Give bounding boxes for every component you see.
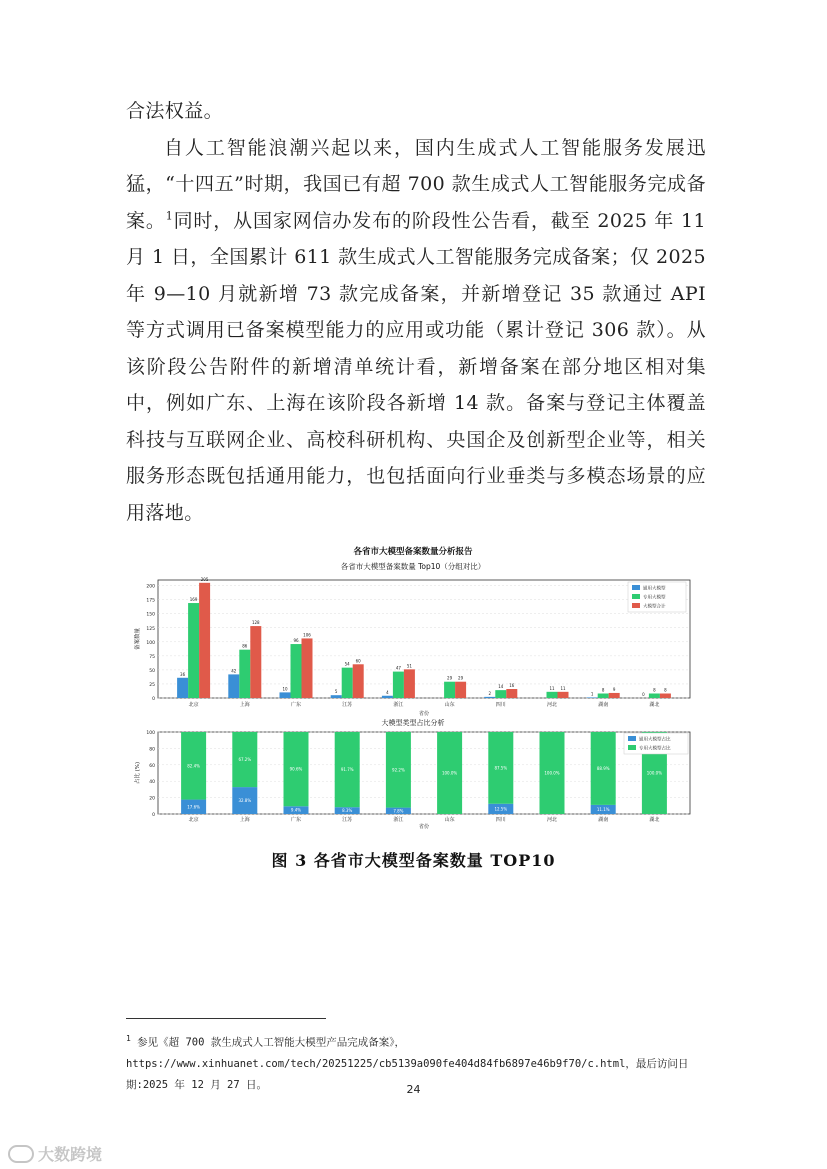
chart2-xtick-label: 上海 bbox=[239, 817, 250, 823]
chart2-data-label: 9.4% bbox=[290, 807, 302, 813]
chart1-data-label: 128 bbox=[251, 620, 260, 626]
chart1-ytick-label: 0 bbox=[152, 697, 155, 702]
chart1-bar bbox=[280, 692, 291, 698]
chart2-legend-label: 专用大模型占比 bbox=[639, 746, 671, 752]
chart1-xtick-label: 浙江 bbox=[393, 702, 404, 708]
chart2-data-label: 67.2% bbox=[238, 757, 252, 763]
chart1-data-label: 36 bbox=[180, 671, 186, 677]
chart2-ytick-label: 100 bbox=[146, 731, 155, 736]
chart1-data-label: 42 bbox=[231, 668, 237, 674]
chart1-bar bbox=[302, 638, 313, 698]
chart1-ylabel: 备案数量 bbox=[135, 627, 141, 651]
chart2-ytick-label: 0 bbox=[152, 813, 155, 818]
chart1-ytick-label: 75 bbox=[149, 654, 155, 660]
figure-caption: 图 3 各省市大模型备案数量 TOP10 bbox=[271, 851, 556, 870]
chart1-xtick-label: 北京 bbox=[188, 702, 199, 708]
chart1-data-label: 29 bbox=[458, 675, 464, 681]
chart2-xtick-label: 北京 bbox=[188, 817, 199, 823]
chart1-legend-swatch bbox=[632, 603, 640, 608]
chart1-bar bbox=[404, 669, 415, 698]
chart1-legend-label: 大模型合计 bbox=[643, 604, 666, 610]
chart1-xtick-label: 江苏 bbox=[342, 702, 353, 708]
chart2-legend-swatch bbox=[628, 736, 636, 741]
chart1-data-label: 0 bbox=[642, 692, 645, 697]
chart1-bar bbox=[547, 692, 558, 698]
chart1-bar bbox=[291, 644, 302, 698]
watermark bbox=[8, 1142, 102, 1165]
chart1-bar bbox=[177, 678, 188, 698]
chart1-legend-label: 通用大模型 bbox=[643, 586, 666, 592]
chart2-data-label: 12.5% bbox=[494, 806, 508, 812]
chart2-ylabel: 占比 (%) bbox=[135, 761, 141, 785]
chart-canvas bbox=[128, 544, 698, 834]
chart1-data-label: 16 bbox=[509, 683, 515, 689]
body-text bbox=[126, 93, 706, 531]
chart1-data-label: 8 bbox=[601, 687, 605, 693]
chart2-ytick-label: 60 bbox=[149, 763, 155, 769]
footnote-reference[interactable]: 1 bbox=[165, 209, 174, 223]
chart1-data-label: 60 bbox=[355, 658, 361, 664]
chart1-data-label: 5 bbox=[334, 689, 338, 695]
chart1-bar bbox=[660, 694, 671, 698]
chart-main-title: 各省市大模型备案数量分析报告 bbox=[353, 547, 473, 557]
chart1-bar bbox=[455, 682, 466, 698]
chart2-ytick-label: 20 bbox=[149, 796, 155, 802]
chart2-xtick-label: 江苏 bbox=[342, 817, 353, 823]
paragraph-1-part-b: 同时，从国家网信办发布的阶段性公告看，截至 2025 年 11 月 1 日，全国累计 611 款生成式人工智能服务完成备案；仅 2025 年 9—10 月就新增 73 款完成备案，并新增登记 35 款通过 API 等方式调用已备案模型能力的应用或功能（累计登记 306 款）。从该阶段公告附件的新增清单统计看，新增备案在部分地区相对集中，例如广东、上海在该阶段各新增 14 款。备案与登记主体覆盖科技与互联网企业、高校科研机构、央国企及创新型企业等，相关服务形态既包括通用能力，也包括面向行业垂类与多模态场景的应用落地。 bbox=[126, 209, 706, 524]
chart2-xtick-label: 河北 bbox=[546, 817, 558, 823]
chart2-ytick-label: 40 bbox=[149, 780, 155, 786]
chart2-data-label: 100.0% bbox=[544, 770, 560, 776]
chart2-data-label: 100.0% bbox=[646, 770, 663, 776]
chart1-data-label: 11 bbox=[549, 685, 555, 691]
chart2-data-label: 88.9% bbox=[596, 765, 610, 771]
chart1-ytick-label: 100 bbox=[146, 640, 155, 646]
chart1-ytick-label: 150 bbox=[146, 612, 155, 618]
chart1-bar bbox=[506, 689, 517, 698]
chart1-xtick-label: 湖南 bbox=[598, 702, 609, 708]
chart2-xtick-label: 湖南 bbox=[598, 817, 609, 823]
chart1-xtick-label: 广东 bbox=[290, 702, 302, 708]
chart1-bar bbox=[353, 664, 364, 698]
chart1-data-label: 86 bbox=[242, 643, 248, 649]
chart1-bar bbox=[495, 690, 506, 698]
chart2-legend-swatch bbox=[628, 745, 636, 750]
chart1-legend-label: 专用大模型 bbox=[643, 595, 666, 601]
chart1-xtick-label: 上海 bbox=[239, 702, 250, 708]
chart1-data-label: 8 bbox=[664, 687, 667, 693]
chart1-data-label: 1 bbox=[590, 691, 594, 697]
chart1-subtitle: 各省市大模型备案数量 Top10（分组对比） bbox=[340, 562, 486, 571]
chart1-data-label: 2 bbox=[488, 690, 492, 696]
chart1-data-label: 205 bbox=[200, 576, 209, 582]
chart1-bar bbox=[587, 697, 598, 698]
chart1-data-label: 4 bbox=[386, 689, 389, 695]
footnote-text: 参见《超 700 款生成式人工智能大模型产品完成备案》，https://www.xinhuanet.com/tech/20251225/cb5139a090fe404d84fb6897e46b9f70/c.html，最后访问日期:2025 年 12 月 27 日。 bbox=[126, 1036, 689, 1091]
figure-3 bbox=[128, 544, 698, 834]
chart1-bar bbox=[331, 695, 342, 698]
chart1-bar bbox=[188, 603, 199, 698]
chart1-bar bbox=[609, 693, 620, 698]
chart1-xtick-label: 四川 bbox=[495, 702, 506, 708]
chart1-bar bbox=[382, 696, 393, 698]
chart2-data-label: 87.5% bbox=[494, 765, 508, 771]
chart2-xlabel: 省份 bbox=[418, 824, 430, 830]
chart2-data-label: 100.0% bbox=[441, 770, 458, 776]
chart1-data-label: 14 bbox=[498, 684, 504, 690]
paragraph-0: 合法权益。 bbox=[126, 100, 224, 122]
chart1-bar bbox=[598, 694, 609, 698]
chart2-data-label: 8.3% bbox=[342, 808, 353, 814]
chart1-ytick-label: 175 bbox=[146, 598, 155, 604]
chart1-bar bbox=[649, 694, 660, 698]
chart1-data-label: 51 bbox=[406, 663, 412, 669]
chart2-xtick-label: 湖北 bbox=[649, 817, 660, 823]
chart2-data-label: 91.7% bbox=[340, 767, 354, 773]
chart2-data-label: 7.8% bbox=[393, 808, 404, 814]
footnote-divider bbox=[126, 1018, 326, 1019]
chart1-xtick-label: 山东 bbox=[444, 702, 455, 708]
chart2-data-label: 92.2% bbox=[392, 767, 405, 773]
chart1-bar bbox=[393, 672, 404, 698]
chart1-xtick-label: 湖北 bbox=[649, 702, 660, 708]
chart2-data-label: 32.8% bbox=[238, 798, 252, 804]
chart2-data-label: 17.6% bbox=[187, 804, 200, 810]
chart2-ytick-label: 80 bbox=[149, 747, 155, 753]
chart1-legend-swatch bbox=[632, 594, 640, 599]
chart1-data-label: 8 bbox=[653, 687, 656, 693]
chart1-bar bbox=[342, 668, 353, 698]
chart1-xtick-label: 河北 bbox=[546, 702, 558, 708]
page-number: 24 bbox=[406, 1083, 421, 1096]
chart2-title: 大模型类型占比分析 bbox=[381, 719, 445, 727]
chart1-data-label: 47 bbox=[395, 665, 401, 671]
chart1-ytick-label: 200 bbox=[146, 584, 155, 590]
chart1-ytick-label: 125 bbox=[146, 626, 155, 632]
chart2-xtick-label: 广东 bbox=[290, 817, 302, 823]
chart2-data-label: 82.4% bbox=[187, 763, 200, 769]
paragraph-1 bbox=[126, 130, 706, 532]
chart1-ytick-label: 25 bbox=[149, 682, 155, 688]
chart1-data-label: 96 bbox=[293, 638, 299, 644]
chart1-legend-swatch bbox=[632, 585, 640, 590]
chart1-data-label: 9 bbox=[612, 686, 616, 692]
watermark-text: 大数跨境 bbox=[38, 1145, 103, 1164]
chart1-bar bbox=[250, 626, 261, 698]
chart1-data-label: 54 bbox=[344, 661, 350, 667]
chart1-bar bbox=[444, 682, 455, 698]
chart2-legend-label: 通用大模型占比 bbox=[639, 737, 671, 743]
chart1-bar bbox=[484, 697, 495, 698]
chart2-xtick-label: 四川 bbox=[495, 817, 506, 823]
chart1-bar bbox=[239, 650, 250, 698]
chart1-bar bbox=[199, 583, 210, 698]
chart1-data-label: 106 bbox=[303, 632, 311, 638]
watermark-logo-icon bbox=[8, 1145, 34, 1163]
chart2-xtick-label: 山东 bbox=[444, 817, 455, 823]
footnote-mark: 1 bbox=[126, 1034, 131, 1043]
chart1-bar bbox=[558, 692, 569, 698]
paragraph-1-part-a: 自人工智能浪潮兴起以来，国内生成式人工智能服务发展迅猛，“十四五”时期，我国已有超 700 款生成式人工智能服务完成备案。 bbox=[126, 136, 706, 232]
chart1-xlabel: 省份 bbox=[418, 711, 430, 717]
chart1-data-label: 29 bbox=[447, 675, 453, 681]
chart1-data-label: 11 bbox=[560, 685, 566, 691]
chart2-data-label: 11.1% bbox=[596, 806, 610, 812]
chart1-data-label: 10 bbox=[282, 686, 288, 692]
chart1-bar bbox=[228, 674, 239, 698]
chart1-data-label: 169 bbox=[189, 597, 198, 603]
chart2-xtick-label: 浙江 bbox=[393, 817, 404, 823]
chart2-data-label: 90.6% bbox=[289, 766, 303, 772]
chart1-ytick-label: 50 bbox=[149, 668, 155, 674]
